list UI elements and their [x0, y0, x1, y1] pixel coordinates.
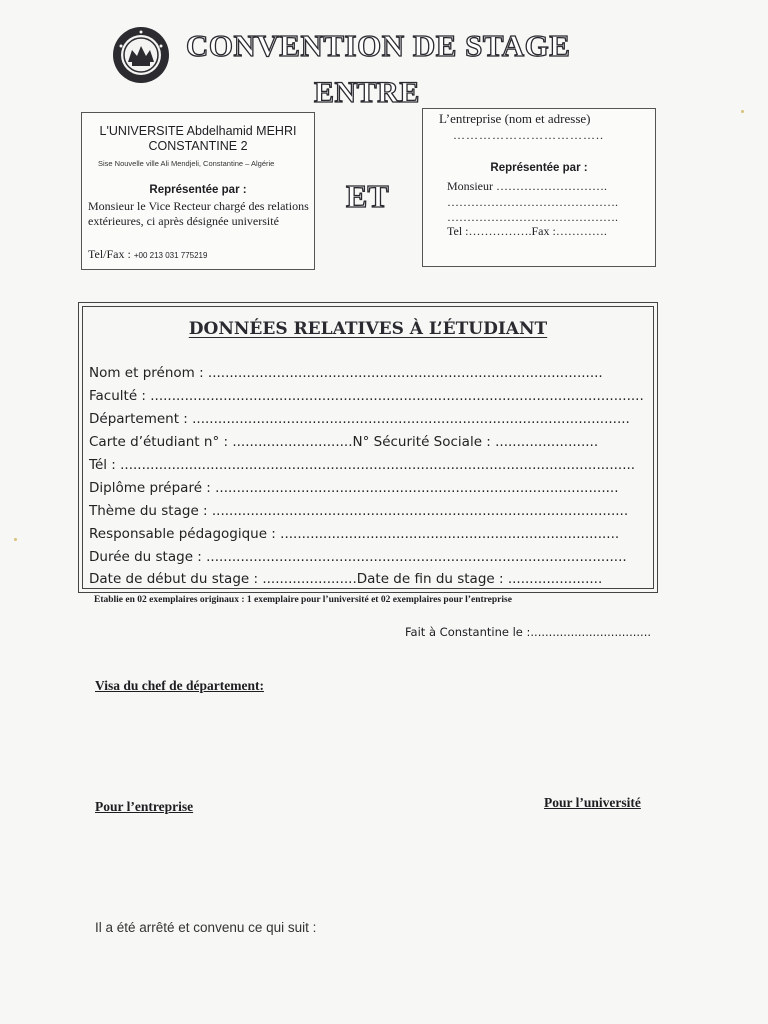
field-nom-prenom[interactable]: Nom et prénom : ............................................................................................ — [89, 365, 603, 381]
company-name-field[interactable]: …………………………….. — [453, 128, 604, 142]
company-dots-line-2[interactable]: ……………………………………. — [447, 210, 618, 224]
field-dates[interactable]: Date de début du stage : ......................Date de fin du stage : ...................... — [89, 571, 603, 587]
company-tel-fax-field[interactable]: Tel :…………….Fax :…………. — [447, 224, 607, 238]
copies-note: Etablie en 02 exemplaires originaux : 1 exemplaire pour l’université et 02 exemplaires pour l’entreprise — [94, 595, 512, 605]
field-carte-etudiant[interactable]: Carte d’étudiant n° : ............................N° Sécurité Sociale : ........................ — [89, 434, 599, 450]
student-data-section — [78, 302, 658, 593]
paper-speck — [741, 110, 744, 113]
field-duree[interactable]: Durée du stage : .................................................................................................. — [89, 549, 627, 565]
visa-chef-departement: Visa du chef de département: — [95, 678, 264, 693]
student-section-title: DONNÉES RELATIVES À L’ÉTUDIANT — [188, 319, 548, 339]
signature-entreprise: Pour l’entreprise — [95, 799, 194, 814]
et-separator: ET — [346, 178, 389, 214]
university-representative: Monsieur le Vice Recteur chargé des relations extérieures, ci après désignée université — [88, 199, 309, 228]
university-address: Sise Nouvelle ville Ali Mendjeli, Constantine – Algérie — [98, 159, 275, 168]
field-faculte[interactable]: Faculté : ................................................................................................................... — [89, 388, 644, 404]
company-box — [422, 108, 656, 267]
company-monsieur-field[interactable]: Monsieur ………………………. — [447, 179, 607, 193]
paper-speck — [14, 538, 17, 541]
university-represented-by: Représentée par : — [149, 184, 247, 196]
page-title: CONVENTION DE STAGE — [186, 28, 571, 63]
company-represented-by: Représentée par : — [490, 162, 588, 174]
field-tel[interactable]: Tél : ........................................................................................................................ — [89, 457, 636, 473]
signature-universite: Pour l’université — [544, 795, 641, 810]
field-departement[interactable]: Département : ...................................................................................................... — [89, 411, 630, 427]
field-theme[interactable]: Thème du stage : ................................................................................................. — [89, 503, 629, 519]
university-logo-icon — [112, 26, 170, 84]
university-name: L'UNIVERSITE Abdelhamid MEHRI CONSTANTINE 2 — [99, 124, 297, 153]
field-diplome[interactable]: Diplôme préparé : .............................................................................................. — [89, 480, 619, 496]
university-box — [81, 112, 315, 270]
field-responsable[interactable]: Responsable pédagogique : ............................................................................... — [89, 526, 620, 542]
page-subtitle: ENTRE — [314, 76, 420, 109]
arrete-text: Il a été arrêté et convenu ce qui suit : — [95, 920, 317, 935]
university-tel-fax: Tel/Fax : +00 213 031 775219 — [88, 247, 208, 261]
company-dots-line-1[interactable]: ……………………………………. — [447, 195, 618, 209]
fait-a-field[interactable]: Fait à Constantine le :................................. — [405, 625, 652, 639]
company-name-label: L’entreprise (nom et adresse) — [439, 111, 591, 126]
